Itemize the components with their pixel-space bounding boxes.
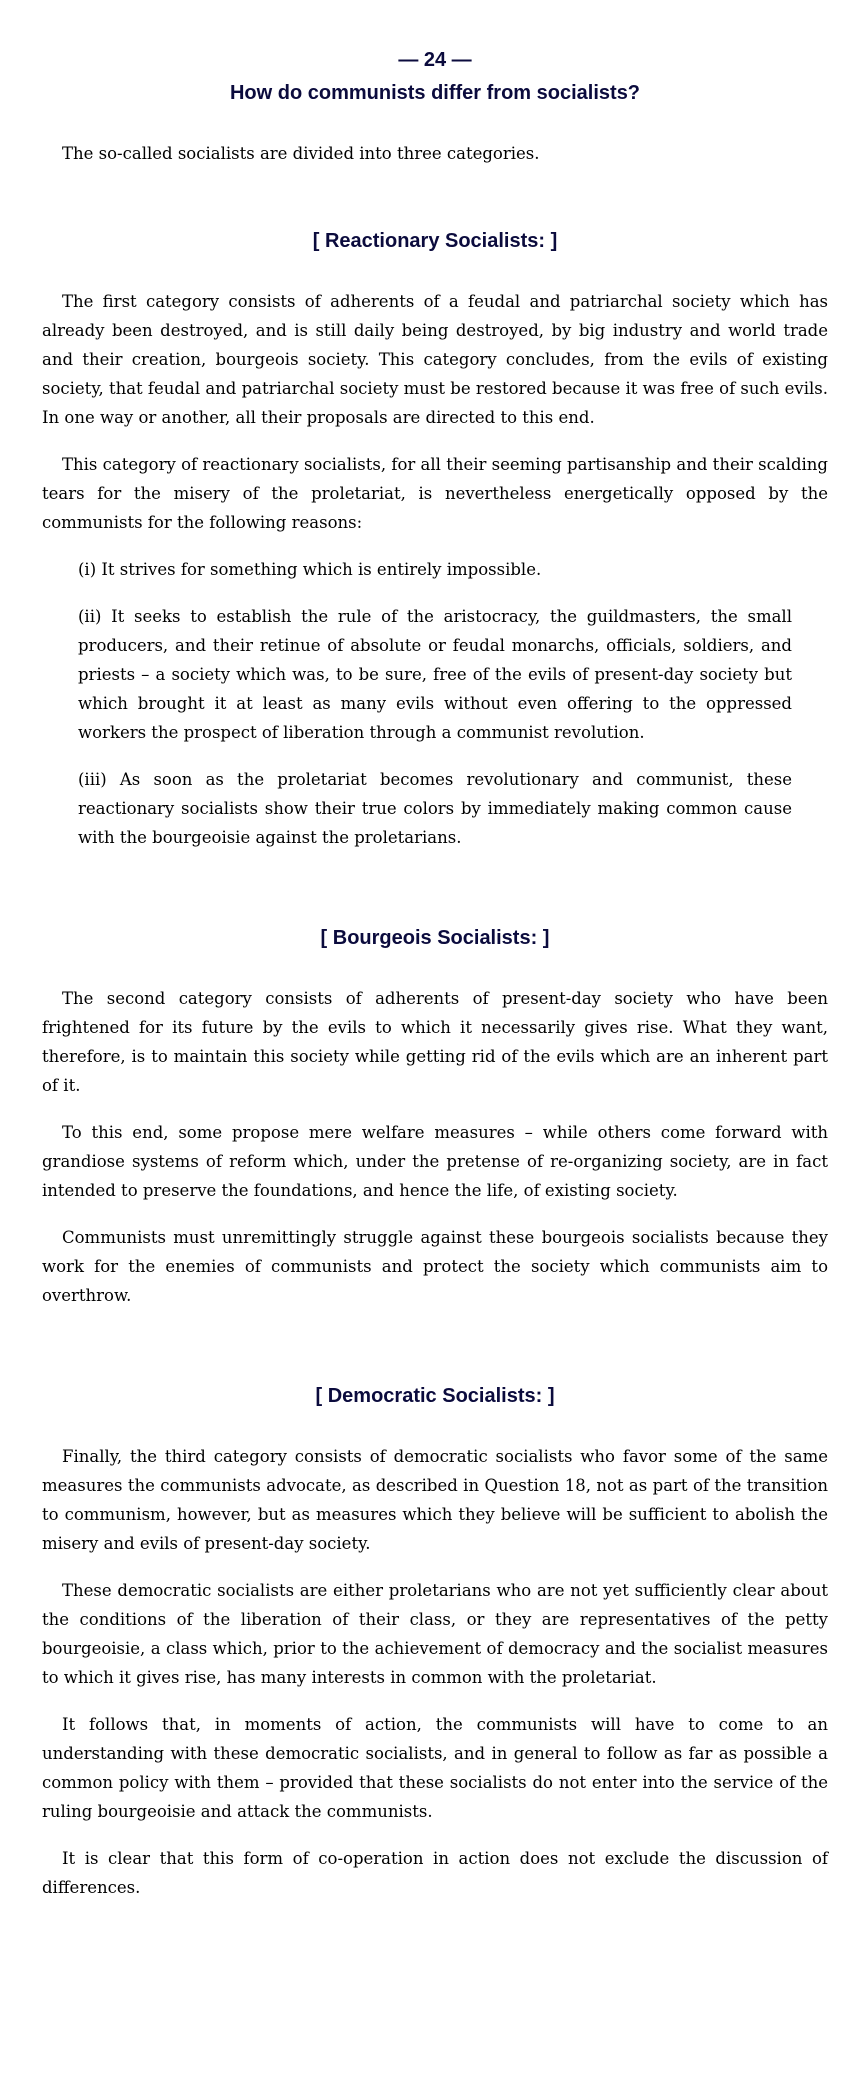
paragraph: Communists must unremittingly struggle against these bourgeois socialists because they work for the enemies of communists and protect the society which communists aim to overthrow. — [42, 1228, 828, 1305]
document — [42, 46, 828, 1902]
section-reactionary-socialists — [42, 227, 828, 852]
paragraph: It follows that, in moments of action, the communists will have to come to an understanding with these democratic socialists, and in general to follow as far as possible a common policy with them – provided that these socialists do not enter into the service of the ruling bourgeoisie and attack the communists. — [42, 1715, 828, 1821]
section-democratic-socialists — [42, 1382, 828, 1902]
paragraph: These democratic socialists are either proletarians who are not yet sufficiently clear about the conditions of the liberation of their class, or they are representatives of the petty bourgeoisie, a class which, prior to the achievement of democracy and the socialist measures to which it gives rise, has many interests in common with the proletariat. — [42, 1581, 828, 1687]
section-heading: [ Bourgeois Socialists: ] — [320, 927, 550, 949]
page-number: — 24 — — [398, 49, 472, 71]
intro-paragraph: The so-called socialists are divided into three categories. — [62, 144, 540, 163]
question-title: How do communists differ from socialists? — [229, 82, 641, 104]
reason-item: (ii) It seeks to establish the rule of the aristocracy, the guildmasters, the small producers, and their retinue of absolute or feudal monarchs, officials, soldiers, and priests – a society which was, to be sure, free of the evils of present-day society but which brought it at least as many evils without even offering to the oppressed workers the prospect of liberation through a communist revolution. — [78, 607, 792, 742]
paragraph: To this end, some propose mere welfare measures – while others come forward with grandiose systems of reform which, under the pretense of re-organizing society, are in fact intended to preserve the foundations, and hence the life, of existing society. — [42, 1123, 828, 1200]
paragraph: It is clear that this form of co-operation in action does not exclude the discussion of differences. — [42, 1849, 828, 1897]
reason-item: (iii) As soon as the proletariat becomes revolutionary and communist, these reactionary socialists show their true colors by immediately making common cause with the bourgeoisie against the proletarians. — [78, 770, 792, 847]
paragraph: Finally, the third category consists of democratic socialists who favor some of the same measures the communists advocate, as described in Question 18, not as part of the transition to communism, however, but as measures which they believe will be sufficient to abolish the misery and evils of present-day society. — [42, 1447, 828, 1553]
paragraph: This category of reactionary socialists, for all their seeming partisanship and their scalding tears for the misery of the proletariat, is nevertheless energetically opposed by the communists for the following reasons: — [42, 455, 828, 532]
reason-item: (i) It strives for something which is entirely impossible. — [78, 560, 542, 579]
paragraph: The first category consists of adherents of a feudal and patriarchal society which has already been destroyed, and is still daily being destroyed, by big industry and world trade and their creation, bourgeois society. This category concludes, from the evils of existing society, that feudal and patriarchal society must be restored because it was free of such evils. In one way or another, all their proposals are directed to this end. — [42, 292, 828, 427]
section-bourgeois-socialists — [42, 924, 828, 1310]
section-heading: [ Reactionary Socialists: ] — [312, 230, 558, 252]
section-heading: [ Democratic Socialists: ] — [315, 1385, 555, 1407]
paragraph: The second category consists of adherents of present-day society who have been frightened for its future by the evils to which it necessarily gives rise. What they want, therefore, is to maintain this society while getting rid of the evils which are an inherent part of it. — [42, 989, 828, 1095]
